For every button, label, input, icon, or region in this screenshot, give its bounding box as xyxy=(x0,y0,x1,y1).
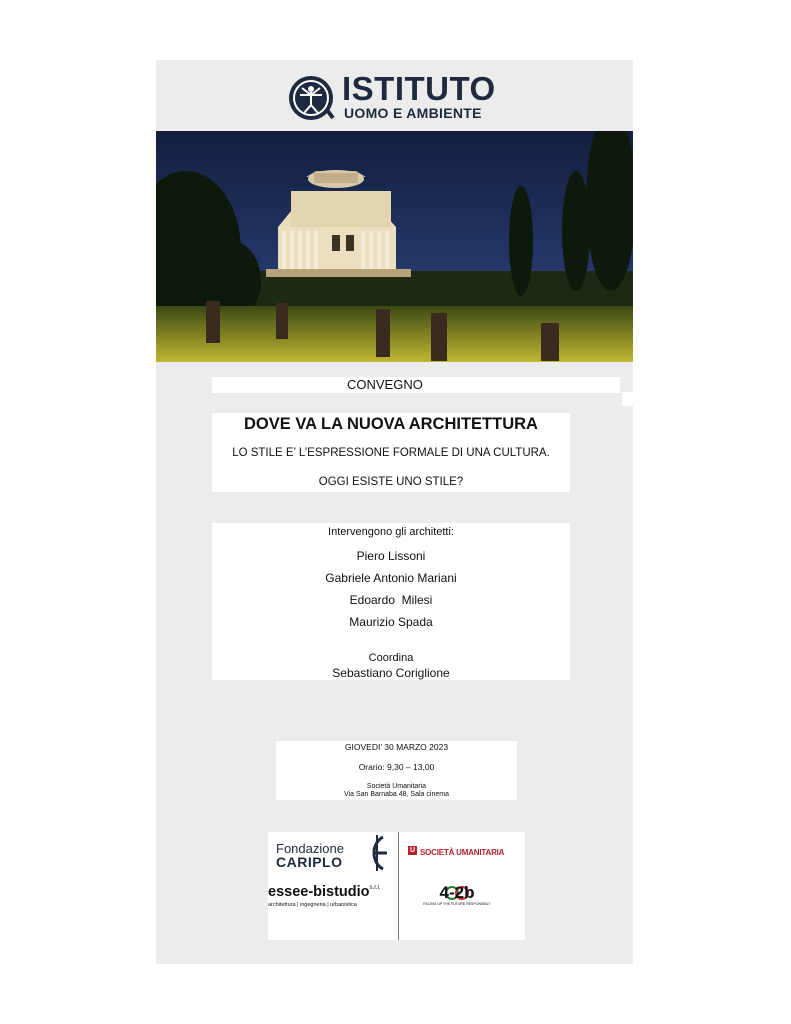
speakers-intro: Intervengono gli architetti: xyxy=(328,526,454,538)
venue-address: Via San Barnaba 48, Sala cinema xyxy=(344,791,449,798)
cariplo-logo-line1: Fondazione xyxy=(276,841,344,856)
umanitaria-text: SOCIETÀ UMANITARIA xyxy=(420,848,505,857)
cariplo-logo-line2: CARIPLO xyxy=(276,854,343,870)
speaker-name: Maurizio Spada xyxy=(349,615,433,629)
vitruvian-logo-icon xyxy=(287,74,335,122)
event-subtitle-1: LO STILE E’ L’ESPRESSIONE FORMALE DI UNA CULTURA. xyxy=(232,447,550,459)
umanitaria-icon: U xyxy=(409,847,416,855)
umanitaria-logo xyxy=(408,846,504,856)
fourb-name: 4-2b xyxy=(439,883,475,902)
logo-title: ISTITUTO xyxy=(342,70,496,107)
speaker-name: Piero Lissoni xyxy=(356,549,426,563)
speaker-name: Gabriele Antonio Mariani xyxy=(325,571,457,585)
essee-suffix: s.r.l. xyxy=(369,885,381,891)
moderator-name: Sebastiano Coriglione xyxy=(332,666,450,680)
essee-name: essee-bistudio xyxy=(268,884,370,900)
essee-tagline: architettura | ingegneria | urbanistica xyxy=(268,902,357,908)
essee-logo xyxy=(268,885,381,900)
logo-subtitle: UOMO E AMBIENTE xyxy=(344,105,482,121)
small-white-box xyxy=(622,392,633,406)
event-subtitle-2: OGGI ESISTE UNO STILE? xyxy=(318,476,464,488)
sponsor-divider xyxy=(398,832,399,940)
event-title: DOVE VA LA NUOVA ARCHITETTURA xyxy=(244,415,538,433)
moderator-label: Coordina xyxy=(368,652,414,664)
header xyxy=(156,60,633,131)
speaker-name: Edoardo Milesi xyxy=(349,593,433,607)
event-type: CONVEGNO xyxy=(347,377,423,392)
fourb-tagline: FACING UP THE FUTURE RESPONSIBLY xyxy=(423,902,491,906)
event-date: GIOVEDI’ 30 MARZO 2023 xyxy=(344,742,449,752)
villa-photo xyxy=(156,131,633,362)
venue-name: Società Umanitaria xyxy=(366,783,427,790)
cariplo-mark-icon xyxy=(363,833,389,873)
event-time: Orario: 9,30 – 13,00 xyxy=(358,762,435,772)
